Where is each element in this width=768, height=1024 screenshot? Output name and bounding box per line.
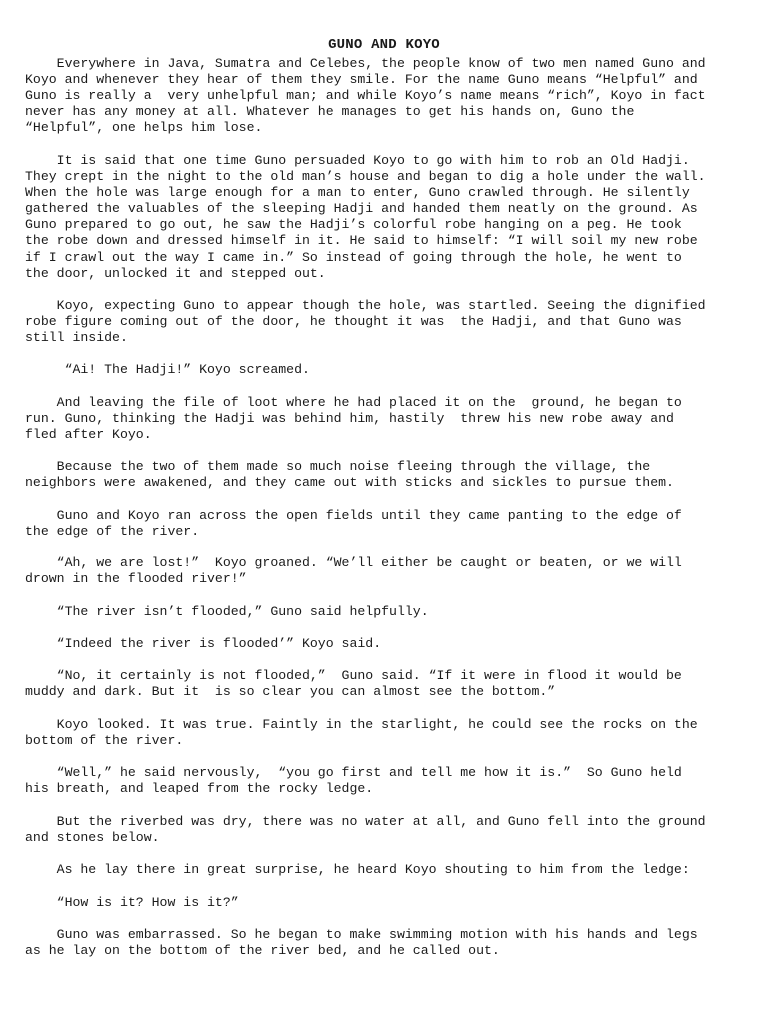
- paragraph: “Ai! The Hadji!” Koyo screamed.: [25, 362, 310, 377]
- paragraph: Guno was embarrassed. So he began to make swimming motion with his hands and legs as he lay on the bottom of the river bed, and he called out.: [25, 927, 698, 959]
- page-title: GUNO AND KOYO: [328, 37, 440, 53]
- paragraph: “No, it certainly is not flooded,” Guno said. “If it were in flood it would be muddy and dark. But it is so clear you can almost see the bottom.”: [25, 668, 682, 700]
- paragraph: As he lay there in great surprise, he heard Koyo shouting to him from the ledge:: [25, 862, 690, 877]
- paragraph: But the riverbed was dry, there was no water at all, and Guno fell into the ground and stones below.: [25, 814, 706, 846]
- paragraph: Because the two of them made so much noise fleeing through the village, the neighbors were awakened, and they came out with sticks and sickles to pursue them.: [25, 459, 674, 491]
- paragraph: Everywhere in Java, Sumatra and Celebes, the people know of two men named Guno and Koyo and whenever they hear of them they smile. For the name Guno means “Helpful” and Guno is really a very unhelpful man; and while Koyo’s name means “rich”, Koyo in fact never has any money at all. Whatever he manages to get his hands on, Guno the “Helpful”, one helps him lose.: [25, 56, 706, 136]
- paragraph: “Indeed the river is flooded’” Koyo said.: [25, 636, 382, 651]
- paragraph: Koyo looked. It was true. Faintly in the starlight, he could see the rocks on the bottom of the river.: [25, 717, 698, 749]
- paragraph: And leaving the file of loot where he had placed it on the ground, he began to run. Guno, thinking the Hadji was behind him, hastily threw his new robe away and fled after Koyo.: [25, 395, 682, 443]
- paragraph: It is said that one time Guno persuaded Koyo to go with him to rob an Old Hadji. They crept in the night to the old man’s house and began to dig a hole under the wall. When the hole was large enough for a man to enter, Guno crawled through. He silently gathered the valuables of the sleeping Hadji and handed them neatly on the ground. As Guno prepared to go out, he saw the Hadji’s colorful robe hanging on a peg. He took the robe down and dressed himself in it. He said to himself: “I will soil my new robe if I crawl out the way I came in.” So instead of going through the hole, he went to the door, unlocked it and stepped out.: [25, 153, 706, 281]
- paragraph: “Well,” he said nervously, “you go first and tell me how it is.” So Guno held his breath, and leaped from the rocky ledge.: [25, 765, 682, 797]
- paragraph: Koyo, expecting Guno to appear though the hole, was startled. Seeing the dignified robe figure coming out of the door, he thought it was the Hadji, and that Guno was still inside.: [25, 298, 706, 346]
- paragraph: Guno and Koyo ran across the open fields until they came panting to the edge of the edge of the river.: [25, 508, 682, 540]
- paragraph: “The river isn’t flooded,” Guno said helpfully.: [25, 604, 429, 619]
- paragraph: “Ah, we are lost!” Koyo groaned. “We’ll either be caught or beaten, or we will drown in the flooded river!”: [25, 555, 682, 587]
- paragraph: “How is it? How is it?”: [25, 895, 239, 910]
